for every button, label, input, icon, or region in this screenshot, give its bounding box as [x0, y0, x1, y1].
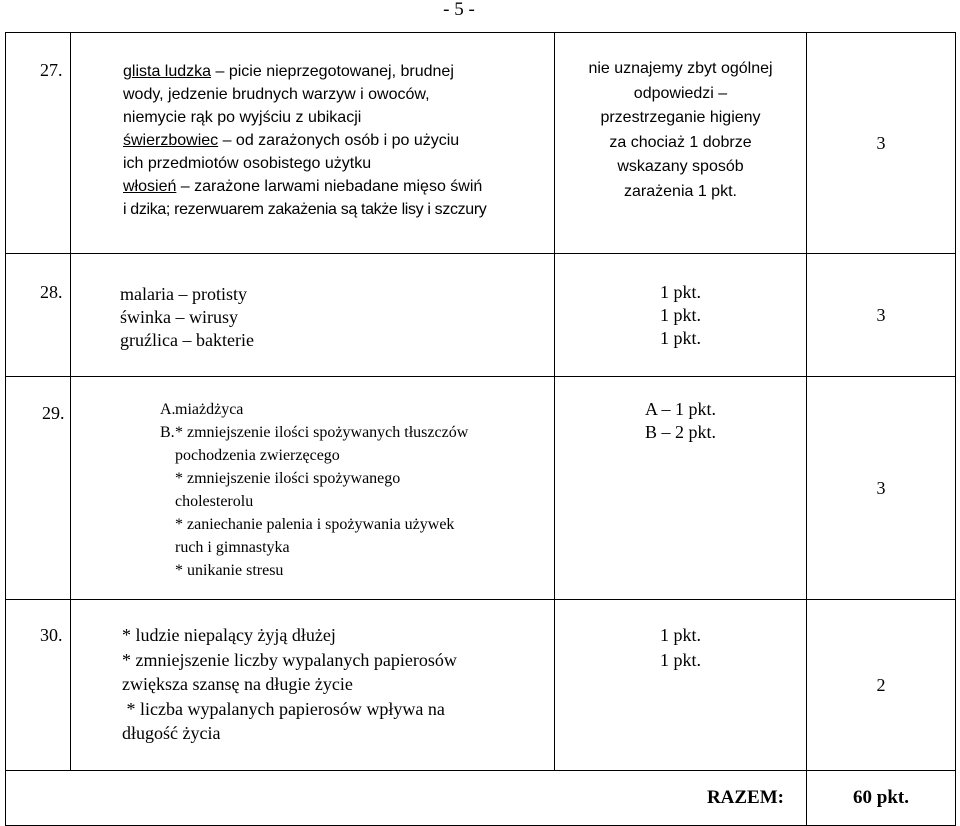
answer-line: ruch i gimnastyka	[175, 539, 290, 556]
question-row-30	[6, 600, 956, 771]
answer-cell	[71, 33, 555, 254]
question-number-cell	[6, 377, 71, 600]
sub-answer-b: B.* zmniejszenie ilości spożywanych tłuszczów	[160, 421, 550, 444]
question-number: 27.	[40, 60, 63, 80]
answer-line: * liczba wypalanych papierosów wpływa na	[122, 698, 445, 719]
answer-line: * ludzie niepalący żyją dłużej	[122, 625, 336, 645]
answer-cell	[71, 254, 555, 377]
answer-line: niemycie rąk po wyjściu z ubikacji	[123, 109, 362, 126]
organism-term: włosień	[123, 178, 177, 195]
answer-line: * zmniejszenie liczby wypalanych papierosów	[122, 649, 457, 670]
summary-label: RAZEM:	[6, 771, 807, 826]
question-number-cell	[6, 33, 71, 254]
answer-text	[71, 377, 550, 582]
answer-line: długość życia	[122, 723, 221, 743]
answer-cell	[71, 377, 555, 600]
answer-line: * zaniechanie palenia i spożywania używek	[175, 516, 455, 533]
total-points: 3	[807, 377, 956, 600]
answer-line: glista ludzka – picie nieprzegotowanej, brudnej	[123, 63, 454, 80]
question-row-29	[6, 377, 956, 600]
answer-line: i dzika; rezerwuarem zakażenia są także lisy i szczury	[123, 201, 487, 218]
points-text: A – 1 pkt. B – 2 pkt.	[644, 399, 716, 442]
answer-line: świerzbowiec – od zarażonych osób i po użyciu	[123, 132, 460, 149]
question-number-cell	[6, 254, 71, 377]
points-text: nie uznajemy zbyt ogólnej odpowiedzi – przestrzeganie higieny za chociaż 1 dobrze wskazany sposób zarażenia 1 pkt.	[588, 60, 773, 200]
organism-term: glista ludzka	[123, 63, 212, 80]
total-points: 2	[807, 600, 956, 771]
summary-row	[6, 771, 956, 826]
sub-answer-a: A.miażdżyca	[160, 398, 550, 421]
answer-text	[71, 254, 554, 352]
points-text: 1 pkt. 1 pkt.	[659, 625, 701, 670]
points-cell	[555, 33, 807, 254]
answer-cell	[71, 600, 555, 771]
item-label: B.	[160, 424, 175, 441]
question-number: 29.	[42, 403, 65, 423]
answer-text	[71, 600, 554, 746]
answer-line: * zmniejszenie ilości spożywanego	[175, 470, 401, 487]
question-number-cell	[6, 600, 71, 771]
points-cell	[555, 600, 807, 771]
question-number: 28.	[40, 282, 63, 302]
answer-line: * unikanie stresu	[175, 562, 284, 579]
answer-line: świnka – wirusy	[120, 307, 238, 327]
organism-term: świerzbowiec	[123, 132, 219, 149]
answer-line: wody, jedzenie brudnych warzyw i owoców,	[123, 86, 430, 103]
question-row-28	[6, 254, 956, 377]
answer-line: gruźlica – bakterie	[120, 330, 254, 350]
answer-line: ich przedmiotów osobistego użytku	[123, 155, 372, 172]
answer-line: pochodzenia zwierzęcego	[175, 447, 340, 464]
page-number: - 5 -	[443, 0, 475, 20]
question-number: 30.	[40, 625, 63, 645]
total-points: 3	[807, 254, 956, 377]
answer-line: zwiększa szansę na długie życie	[122, 674, 353, 694]
answer-line: włosień – zarażone larwami niebadane mięso świń	[123, 178, 483, 195]
answer-line: malaria – protisty	[120, 284, 247, 304]
answer-key-table	[5, 32, 956, 826]
total-points: 3	[807, 33, 956, 254]
points-cell	[555, 254, 807, 377]
answer-text	[71, 33, 553, 221]
points-cell	[555, 377, 807, 600]
question-row-27	[6, 33, 956, 254]
answer-line: cholesterolu	[175, 493, 254, 510]
item-label: A.	[160, 401, 176, 418]
points-text: 1 pkt. 1 pkt. 1 pkt.	[659, 282, 701, 348]
summary-value: 60 pkt.	[807, 771, 956, 826]
